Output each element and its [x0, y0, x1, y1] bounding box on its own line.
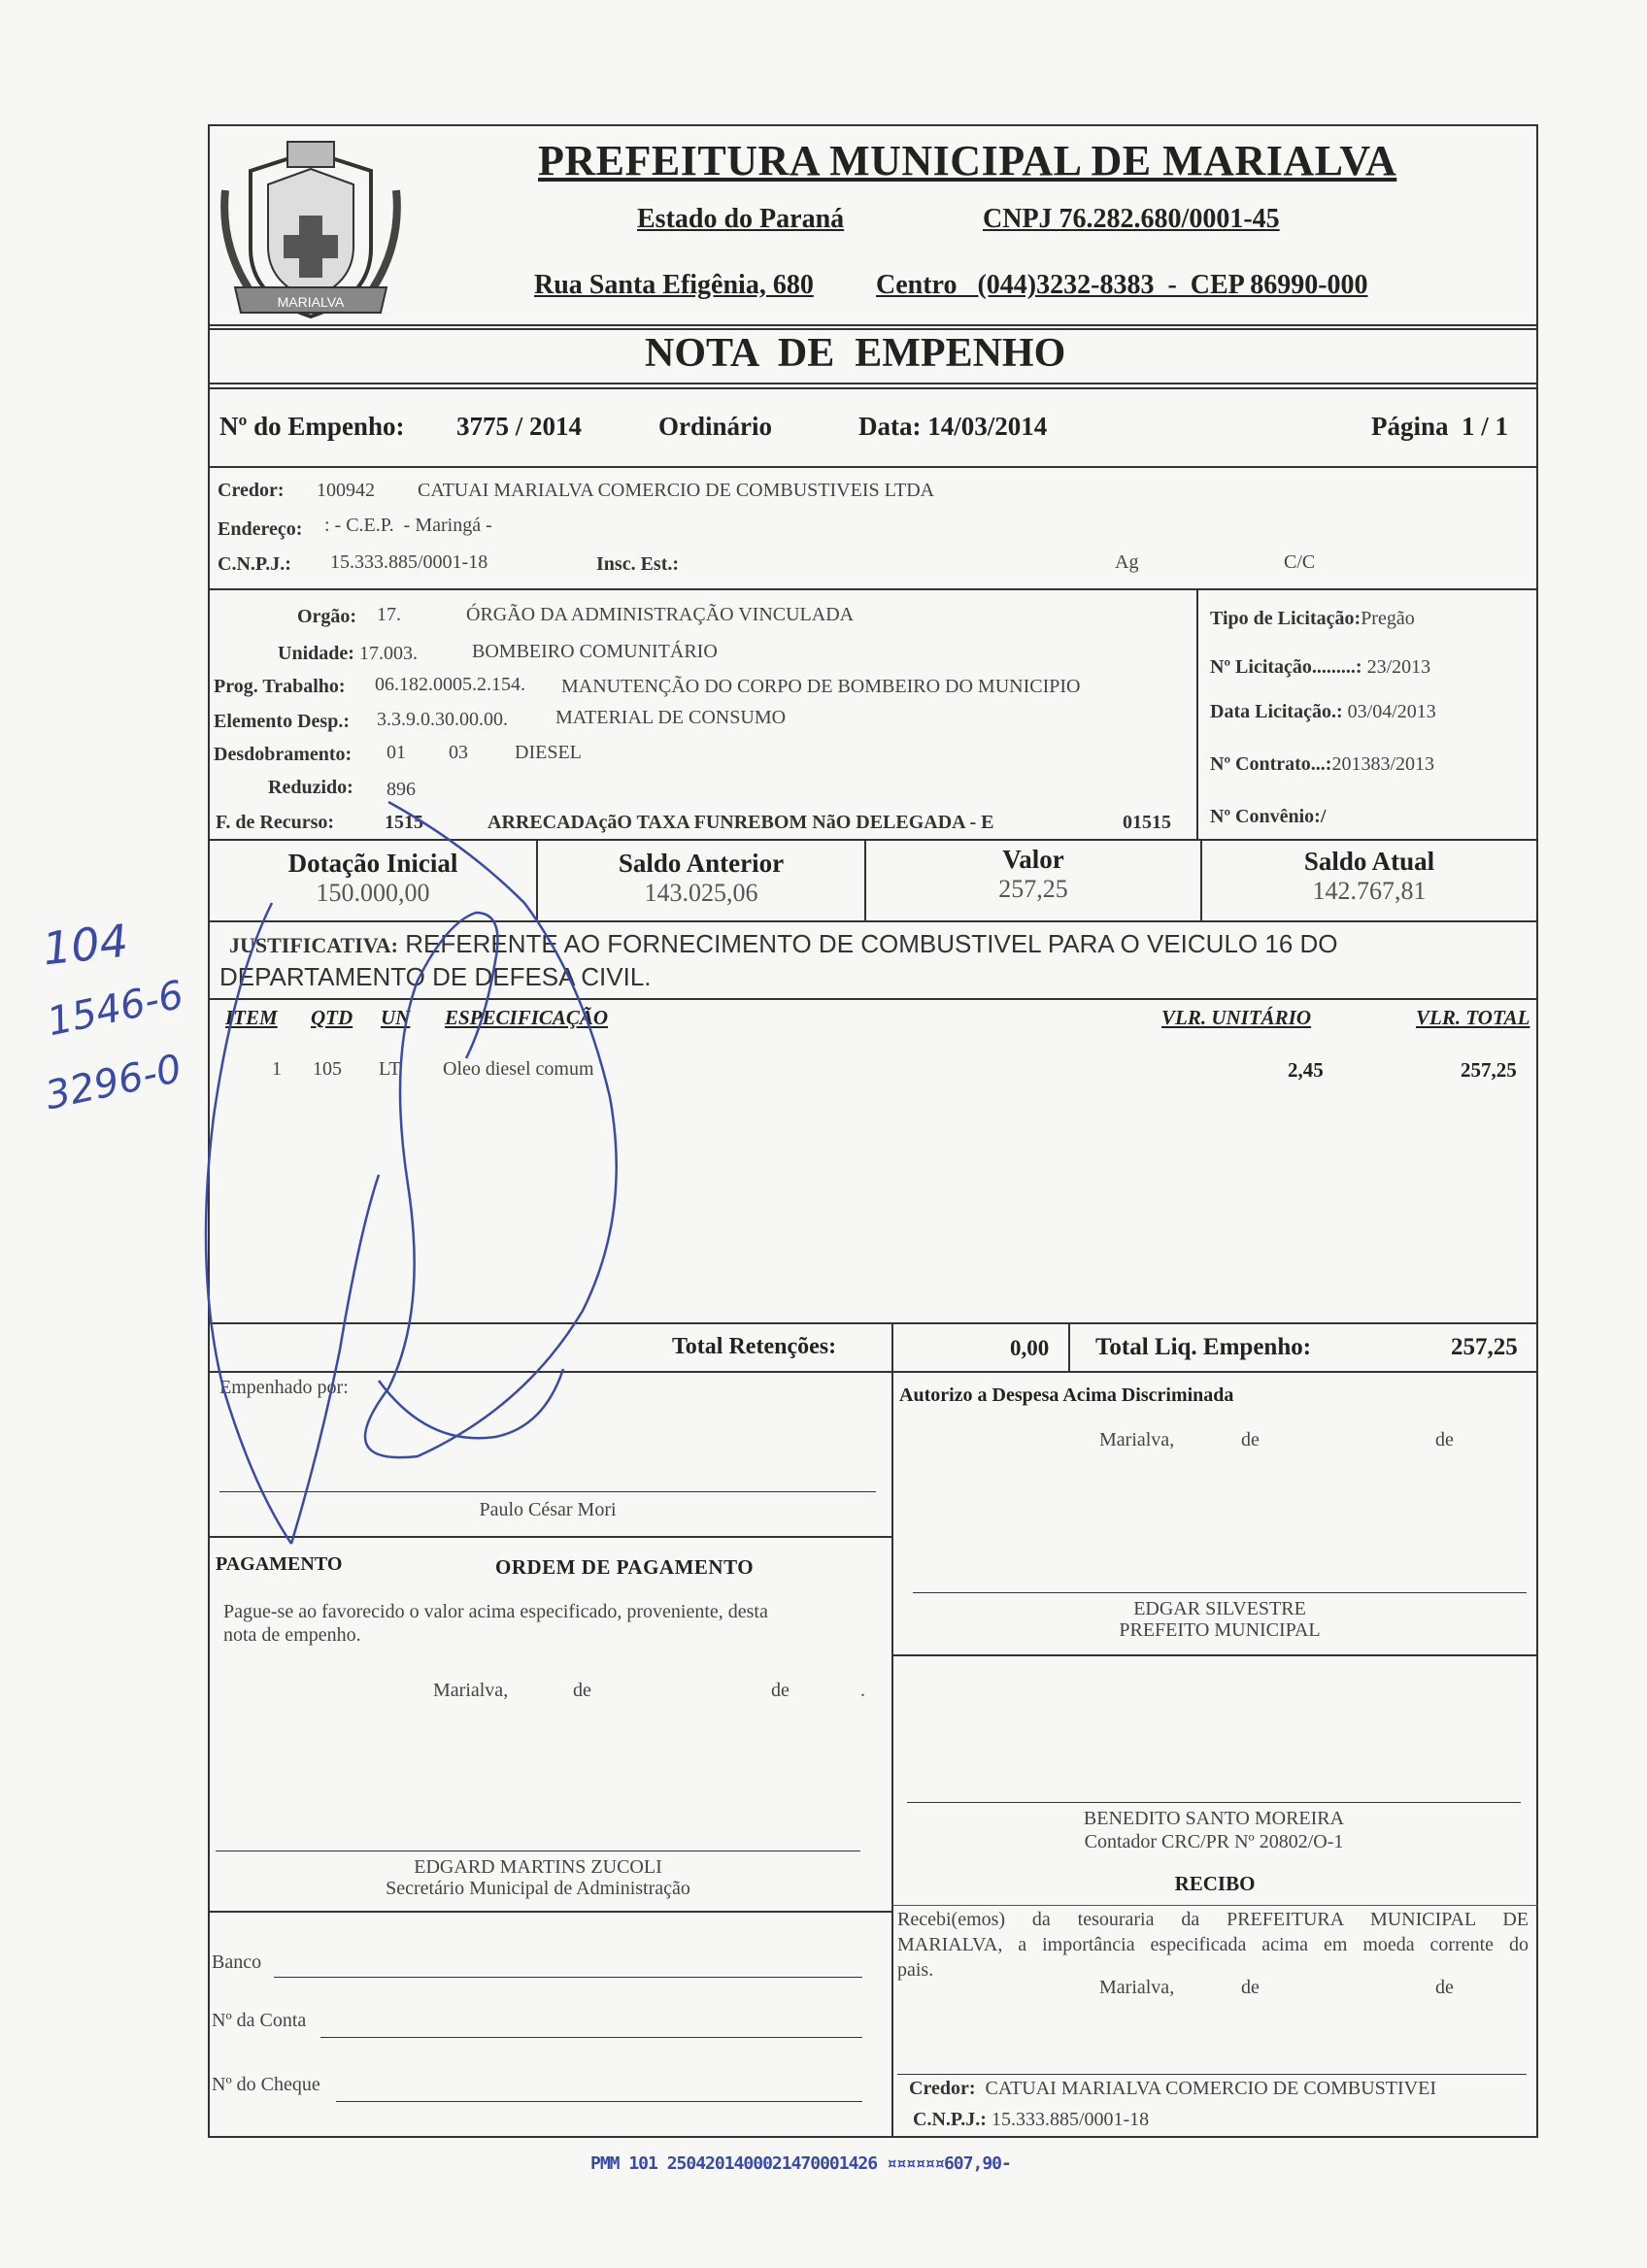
prog-label: Prog. Trabalho:: [214, 676, 346, 697]
numero-contrato-label: Nº Contrato...:: [1210, 753, 1332, 775]
banco-label: Banco: [212, 1951, 262, 1973]
recibo-text: [897, 1907, 1529, 1983]
saldo-atual-value: 142.767,81: [1312, 877, 1427, 905]
row-total: 257,25: [1461, 1058, 1517, 1082]
recibo-credor: [909, 2078, 1436, 2100]
account-label: C/C: [1284, 551, 1316, 573]
credor-label: Credor:: [218, 480, 285, 501]
autorizo-label: Autorizo a Despesa Acima Discriminada: [899, 1384, 1234, 1406]
empenho-date: Data: 14/03/2014: [858, 412, 1048, 441]
autorizo-place: Marialva,: [1099, 1429, 1175, 1451]
cheque-field[interactable]: [336, 2101, 862, 2102]
prefeito-signature-line: [913, 1592, 1527, 1593]
data-licitacao-label: Data Licitação.:: [1210, 701, 1343, 722]
valor-label: Valor: [1002, 845, 1064, 874]
row-spec: Oleo diesel comum: [443, 1058, 594, 1080]
pagamento-de-2: de: [771, 1680, 790, 1701]
numero-licitacao: [1210, 656, 1430, 679]
autorizo-de-1: de: [1241, 1429, 1260, 1451]
recurso-label: F. de Recurso:: [216, 812, 335, 833]
row-qtd: 105: [313, 1058, 342, 1080]
tipo-licitacao-label: Tipo de Licitação:: [1210, 608, 1361, 629]
page-indicator: Página 1 / 1: [1371, 412, 1509, 441]
reduzido-value: 896: [387, 779, 416, 800]
liquido-label: Total Liq. Empenho:: [1095, 1334, 1312, 1360]
handwritten-note-2: 1546-6: [43, 972, 187, 1046]
justificativa-text-2: DEPARTAMENTO DE DEFESA CIVIL.: [219, 962, 652, 991]
empenhado-label: Empenhado por:: [219, 1377, 349, 1398]
credor-signature-line: [897, 2074, 1527, 2075]
numero-contrato: [1210, 753, 1434, 776]
pagamento-de-1: de: [573, 1680, 591, 1701]
desdobramento-a: 01: [387, 742, 406, 763]
col-spec-header: ESPECIFICAÇÃO: [445, 1006, 609, 1029]
banco-field[interactable]: [274, 1977, 862, 1978]
dotacao-value: 150.000,00: [316, 879, 430, 907]
col-un-header: UN: [381, 1006, 411, 1029]
retencoes-value: 0,00: [1010, 1336, 1050, 1360]
numero-contrato-value: 201383/2013: [1331, 753, 1435, 775]
recibo-de-1: de: [1241, 1977, 1260, 1998]
document-title: NOTA DE EMPENHO: [645, 331, 1066, 376]
recibo-cnpj-label: C.N.P.J.:: [913, 2109, 987, 2130]
recurso-code-2: 01515: [1123, 812, 1171, 833]
unidade-code: 17.003.: [359, 643, 418, 664]
header-contact: Centro (044)3232-8383 - CEP 86990-000: [876, 270, 1368, 300]
handwritten-signature-icon: [175, 767, 641, 1583]
justificativa-label: JUSTIFICATIVA:: [229, 933, 399, 957]
dotacao-label: Dotação Inicial: [287, 849, 458, 878]
numero-licitacao-label: Nº Licitação.........:: [1210, 656, 1362, 678]
seal-ribbon-text: MARIALVA: [277, 294, 345, 310]
recurso-code: 1515: [385, 812, 423, 833]
recibo-cnpj: [913, 2109, 1149, 2131]
pagamento-end: .: [860, 1680, 865, 1701]
empenho-number: 3775 / 2014: [456, 412, 583, 441]
secretario-name: EDGARD MARTINS ZUCOLI: [414, 1856, 662, 1878]
empenho-number-label: Nº do Empenho:: [219, 412, 405, 441]
pagamento-text: [223, 1600, 768, 1647]
pagamento-label: PAGAMENTO: [216, 1553, 343, 1575]
liquido-value: 257,25: [1451, 1334, 1518, 1360]
recibo-de-2: de: [1435, 1977, 1454, 1998]
pagamento-text-1: Pague-se ao favorecido o valor acima especificado, proveniente, desta: [223, 1601, 768, 1622]
cheque-label: Nº do Cheque: [212, 2074, 320, 2095]
data-licitacao-value: 03/04/2013: [1347, 701, 1436, 722]
tipo-licitacao-value: Pregão: [1361, 608, 1415, 629]
prefeito-name: EDGAR SILVESTRE: [1133, 1598, 1306, 1619]
elemento-label: Elemento Desp.:: [214, 711, 350, 732]
numero-licitacao-value: 23/2013: [1366, 656, 1431, 678]
justificativa-text-1: REFERENTE AO FORNECIMENTO DE COMBUSTIVEL PARA O VEICULO 16 DO: [405, 929, 1338, 958]
orgao-name: ÓRGÃO DA ADMINISTRAÇÃO VINCULADA: [466, 604, 855, 625]
agency-label: Ag: [1115, 551, 1139, 573]
empenho-type: Ordinário: [658, 412, 773, 441]
prog-name: MANUTENÇÃO DO CORPO DE BOMBEIRO DO MUNICIPIO: [561, 676, 1081, 697]
unidade-label: Unidade:: [278, 643, 354, 664]
saldo-atual-cell: [1202, 847, 1536, 906]
address-label: Endereço:: [218, 518, 303, 540]
unidade-name: BOMBEIRO COMUNITÁRIO: [472, 641, 718, 662]
col-qtd-header: QTD: [311, 1006, 353, 1029]
orgao-code: 17.: [377, 604, 401, 625]
pagamento-place: Marialva,: [433, 1680, 509, 1701]
prog-code: 06.182.0005.2.154.: [375, 674, 525, 695]
insc-est-label: Insc. Est.:: [596, 553, 680, 575]
contador-name: BENEDITO SANTO MOREIRA: [1083, 1808, 1345, 1829]
saldo-anterior-label: Saldo Anterior: [618, 849, 785, 878]
orgao-label: Orgão:: [297, 606, 357, 627]
recibo-place: Marialva,: [1099, 1977, 1175, 1998]
saldo-atual-label: Saldo Atual: [1303, 847, 1435, 876]
numero-convenio: Nº Convênio:/: [1210, 806, 1327, 827]
conta-field[interactable]: [320, 2037, 862, 2038]
reduzido-label: Reduzido:: [268, 777, 353, 798]
retencoes-label: Total Retenções:: [672, 1334, 837, 1359]
elemento-name: MATERIAL DE CONSUMO: [555, 707, 787, 728]
handwritten-note-3: 3296-0: [41, 1046, 185, 1119]
autorizo-de-2: de: [1435, 1429, 1454, 1451]
col-total-header: VLR. TOTAL: [1416, 1006, 1530, 1029]
col-unit-header: VLR. UNITÁRIO: [1161, 1006, 1312, 1029]
desdobramento-name: DIESEL: [515, 742, 582, 763]
contador-signature-line: [907, 1802, 1521, 1803]
recibo-text-2: MARIALVA, a importância especificada acima em moeda corrente do: [897, 1934, 1529, 1955]
recibo-title: RECIBO: [1174, 1872, 1256, 1895]
footer-code: PMM 101 2504201400021470001426 ¤¤¤¤¤¤607,90-: [590, 2153, 1011, 2174]
secretario-role: Secretário Municipal de Administração: [386, 1878, 690, 1899]
credor-cnpj-label: C.N.P.J.:: [218, 553, 291, 575]
conta-label: Nº da Conta: [212, 2010, 307, 2031]
recibo-text-3: pais.: [897, 1959, 934, 1981]
desdobramento-b: 03: [449, 742, 468, 763]
col-item-header: ITEM: [225, 1006, 278, 1029]
empenhado-name: Paulo César Mori: [479, 1499, 617, 1520]
header-street: Rua Santa Efigênia, 680: [534, 270, 814, 300]
desdobramento-label: Desdobramento:: [214, 744, 353, 765]
address-value: : - C.E.P. - Maringá -: [324, 515, 492, 536]
credor-cnpj: 15.333.885/0001-18: [330, 551, 488, 573]
handwritten-note-1: 104: [40, 914, 131, 976]
header-cnpj: CNPJ 76.282.680/0001-45: [983, 204, 1280, 234]
city-hall-title: PREFEITURA MUNICIPAL DE MARIALVA: [538, 137, 1397, 184]
recibo-text-1: Recebi(emos) da tesouraria da PREFEITURA MUNICIPAL DE: [897, 1909, 1529, 1930]
contador-role: Contador CRC/PR Nº 20802/O-1: [1084, 1831, 1344, 1852]
prefeito-role: PREFEITO MUNICIPAL: [1119, 1619, 1321, 1641]
credor-name: CATUAI MARIALVA COMERCIO DE COMBUSTIVEIS LTDA: [418, 480, 935, 501]
row-unit-price: 2,45: [1288, 1058, 1324, 1082]
elemento-code: 3.3.9.0.30.00.00.: [377, 709, 508, 730]
ordem-pagamento-title: ORDEM DE PAGAMENTO: [495, 1555, 755, 1579]
recibo-credor-name: CATUAI MARIALVA COMERCIO DE COMBUSTIVEI: [985, 2078, 1436, 2099]
recibo-credor-label: Credor:: [909, 2078, 976, 2099]
pagamento-text-2: nota de empenho.: [223, 1624, 361, 1646]
valor-cell: [866, 845, 1200, 904]
data-licitacao: [1210, 701, 1436, 723]
credor-code: 100942: [317, 480, 375, 501]
row-un: LT: [379, 1058, 401, 1080]
tipo-licitacao: [1210, 608, 1415, 630]
recibo-cnpj-value: 15.333.885/0001-18: [991, 2109, 1150, 2130]
recurso-name: ARRECADAçãO TAXA FUNREBOM NãO DELEGADA - E: [487, 812, 994, 833]
state-name: Estado do Paraná: [637, 204, 845, 234]
saldo-anterior-value: 143.025,06: [644, 879, 758, 907]
valor-value: 257,25: [998, 875, 1068, 903]
municipal-seal-icon: [216, 132, 406, 330]
row-item: 1: [272, 1058, 282, 1080]
